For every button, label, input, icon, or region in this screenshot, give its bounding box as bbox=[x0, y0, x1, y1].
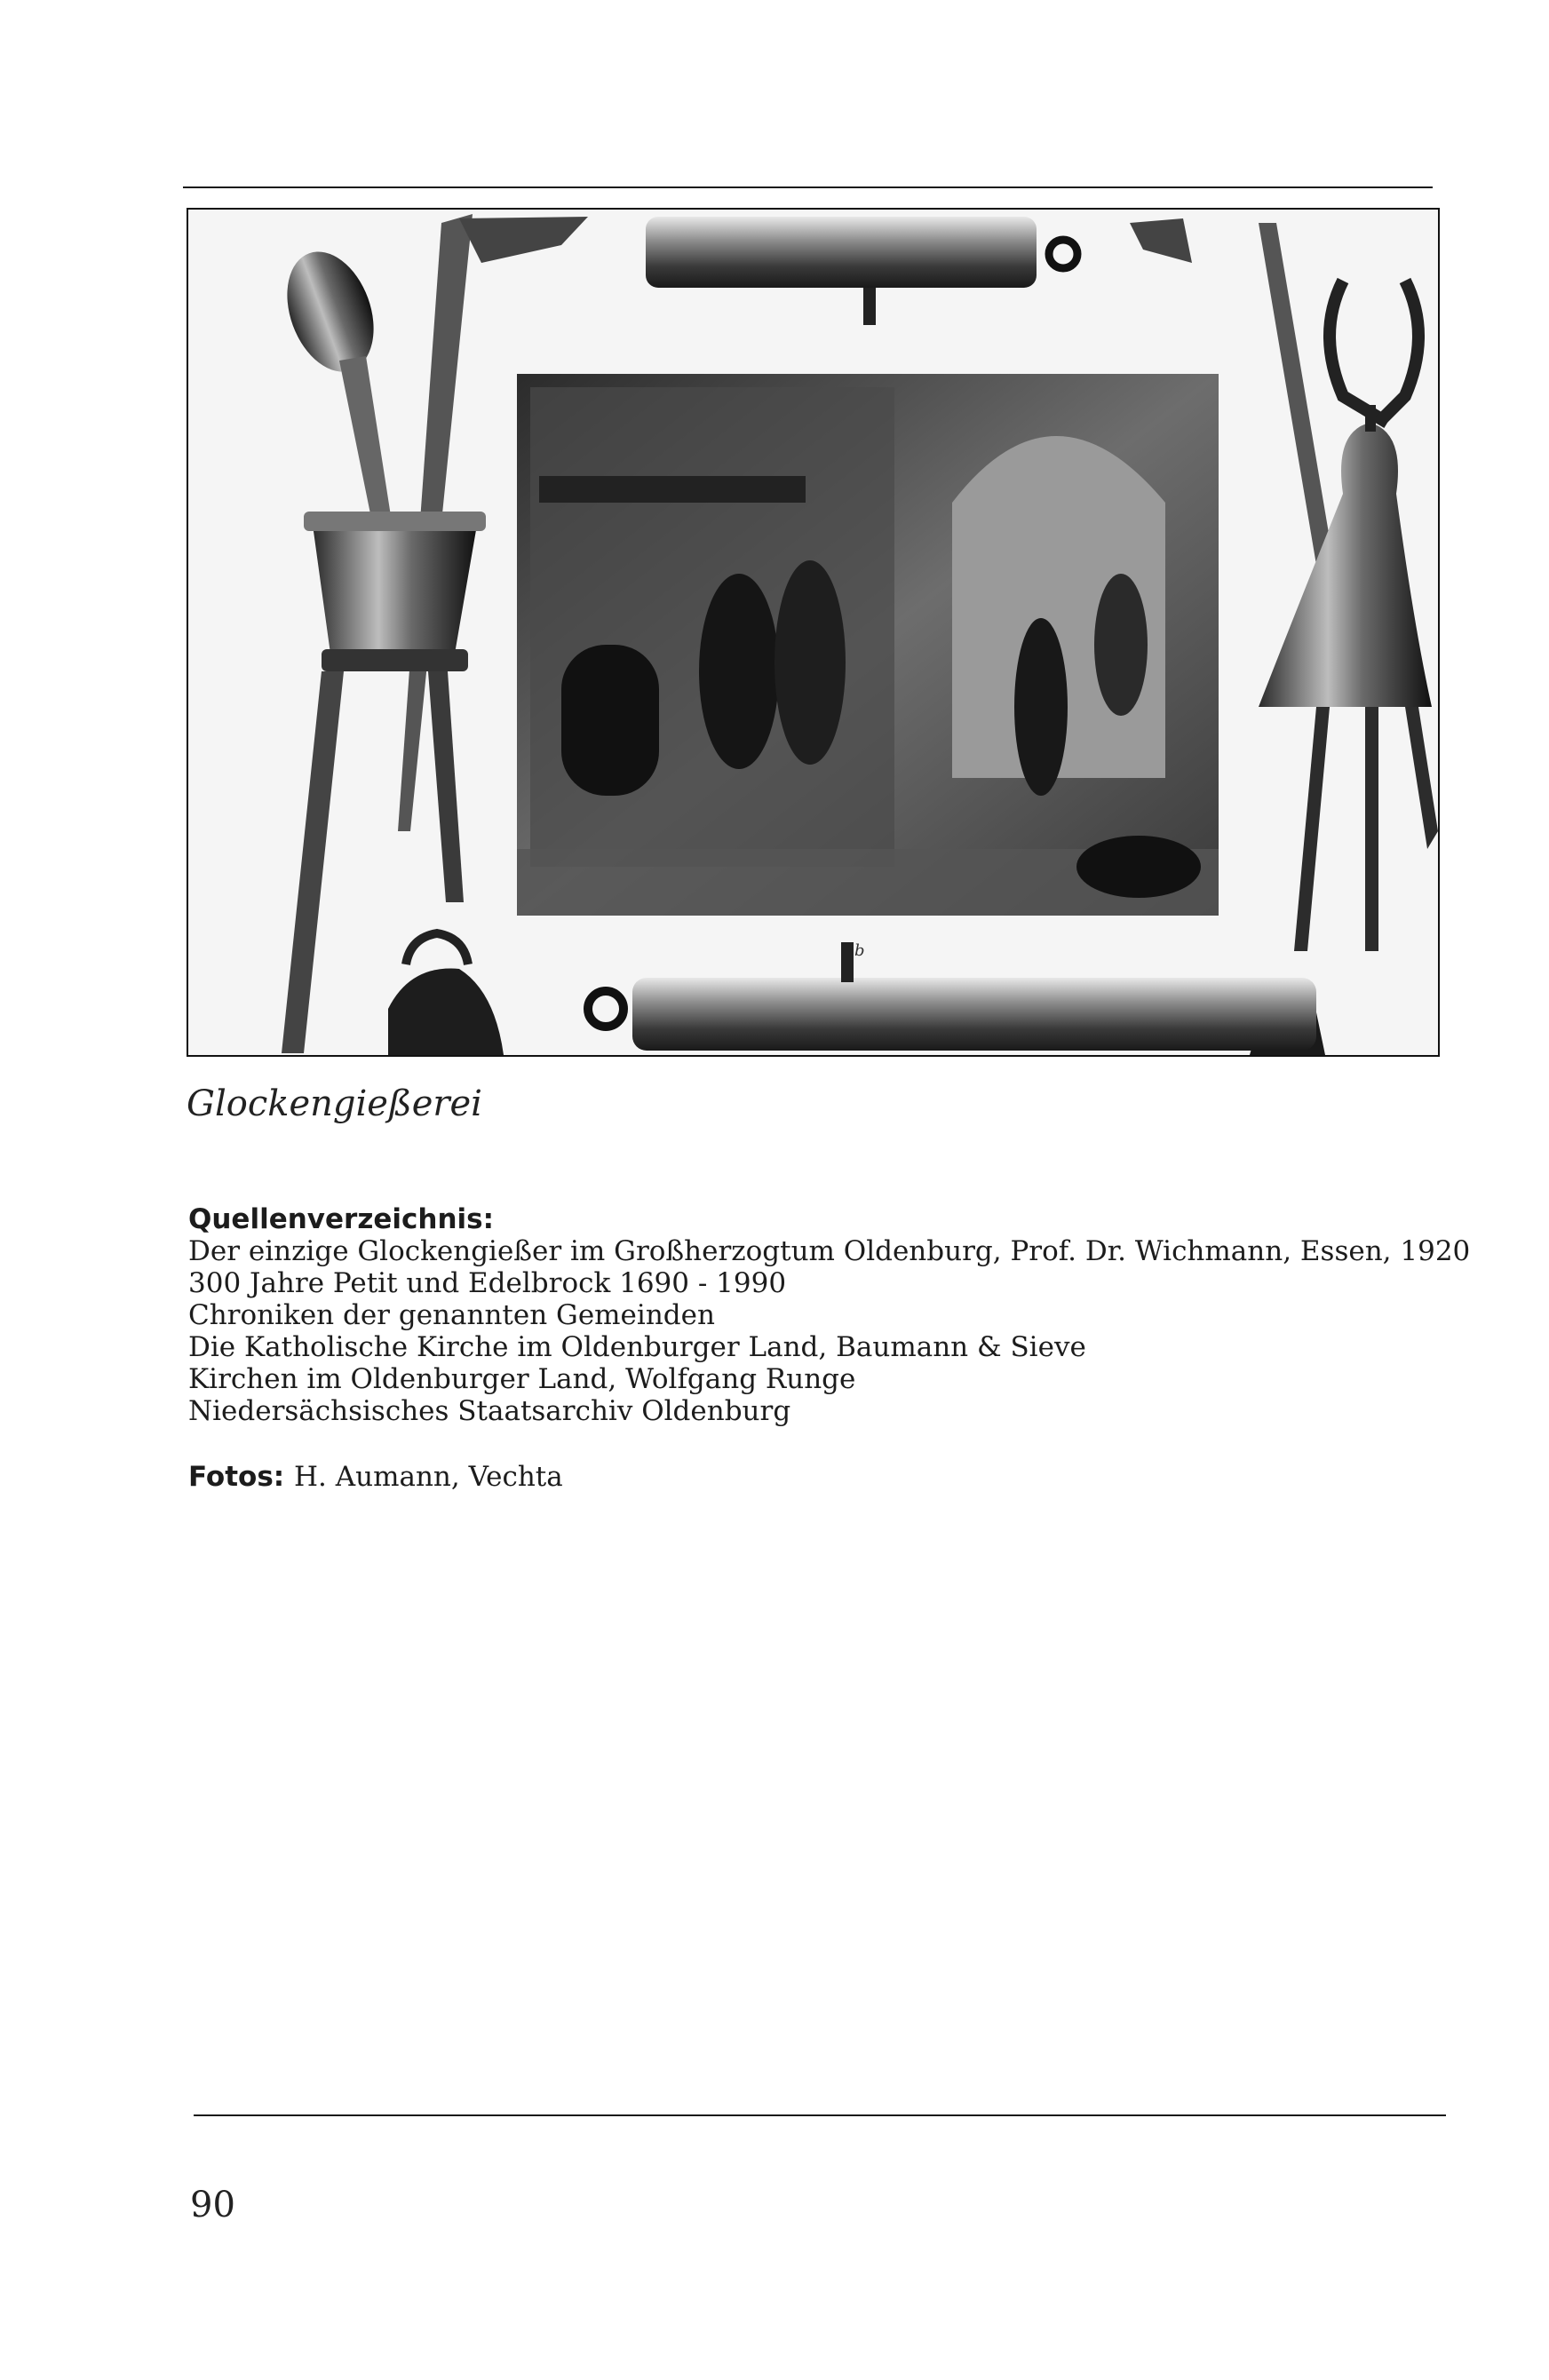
source-item: Niedersächsisches Staatsarchiv Oldenburg bbox=[188, 1395, 791, 1427]
top-cannon bbox=[646, 217, 1077, 325]
photo-credit-label: Fotos: bbox=[188, 1461, 294, 1493]
photo-credit bbox=[188, 1461, 563, 1493]
bottom-items bbox=[388, 933, 1316, 1055]
source-item: 300 Jahre Petit und Edelbrock 1690 - 1990 bbox=[188, 1267, 787, 1299]
photo-credit-value: H. Aumann, Vechta bbox=[293, 1461, 563, 1493]
source-item: Chroniken der genannten Gemeinden bbox=[188, 1299, 715, 1331]
foundry-scene bbox=[517, 374, 1219, 916]
bell-foundry-illustration bbox=[187, 208, 1440, 1057]
figure-caption: Glockengießerei bbox=[187, 1083, 482, 1124]
source-item: Der einzige Glockengießer im Großherzogtum Oldenburg, Prof. Dr. Wichmann, Essen, 1920 bbox=[188, 1235, 1471, 1267]
figure-mark: b bbox=[854, 941, 865, 960]
top-rule bbox=[183, 186, 1433, 188]
source-item: Die Katholische Kirche im Oldenburger Land, Baumann & Sieve bbox=[188, 1331, 1086, 1363]
source-item: Kirchen im Oldenburger Land, Wolfgang Runge bbox=[188, 1363, 856, 1395]
engraving-svg bbox=[188, 210, 1438, 1055]
sources-heading: Quellenverzeichnis: bbox=[188, 1203, 494, 1235]
sources-block bbox=[188, 1203, 1471, 1427]
bottom-rule bbox=[194, 2114, 1446, 2116]
page-number: 90 bbox=[190, 2185, 235, 2225]
